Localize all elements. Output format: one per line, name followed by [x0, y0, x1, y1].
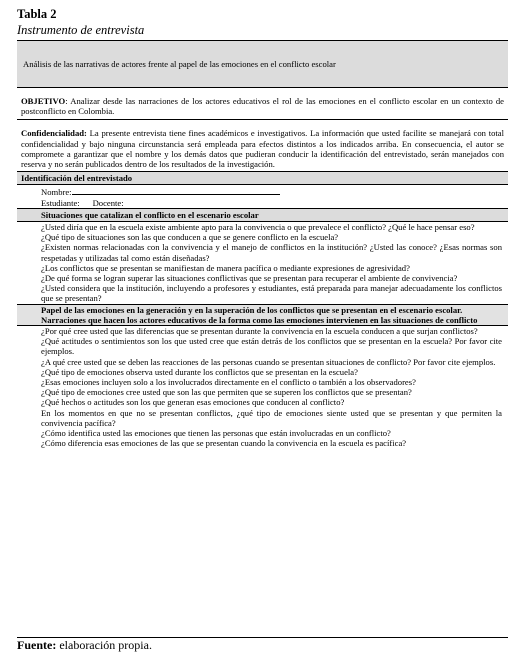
question: ¿Qué tipo de situaciones son las que conducen a que se genere conflicto en la escuela? [41, 232, 339, 243]
nombre-label: Nombre: [41, 187, 72, 198]
question: ¿A qué cree usted que se deben las reacciones de las personas cuando se presentan situaciones de conflicto? Por favor cite ejemplos. [41, 356, 496, 367]
identificacion-heading: Identificación del entrevistado [17, 172, 508, 185]
section2-heading-a: Papel de las emociones en la generación y en la superación de los conflictos que se presentan en el escenario escolar. [41, 304, 463, 315]
identificacion-body [17, 185, 508, 207]
confidencialidad-row [17, 125, 508, 172]
table-caption [17, 7, 512, 38]
question: ¿Usted diría que en la escuela existe ambiente apto para la convivencia o que prevalece el conflicto? ¿Qué le hace pensar eso? [41, 222, 475, 233]
objetivo-text: : Analizar desde las narraciones de los actores educativos el rol de las emociones en el conflicto escolar en un contexto de postconflicto en Colombia. [21, 96, 504, 117]
question: ¿Cómo diferencia esas emociones de las que se presentan cuando la convivencia en la escuela es pacífica? [41, 438, 407, 449]
table-source [17, 637, 508, 652]
question: ¿Qué tipo de emociones cree usted que son las que permiten que se superen los conflictos que se presentan? [41, 387, 412, 398]
question: ¿Qué tipo de emociones observa usted durante los conflictos que se presentan en la escuela? [41, 366, 358, 377]
section2-heading [17, 304, 508, 326]
confidencialidad-label: Confidencialidad: [21, 128, 87, 139]
interview-table [17, 40, 508, 449]
estudiante-label: Estudiante: [41, 197, 80, 208]
question: ¿Qué actitudes o sentimientos son los que usted cree que están detrás de los conflictos que se presentan en la escuela? Por favor cite ejemplos. [41, 336, 502, 357]
question: En los momentos en que no se presentan conflictos, ¿qué tipo de emociones siente usted que se presentan y que permiten la convivencia pacífica? [41, 407, 502, 428]
section1-heading: Situaciones que catalizan el conflicto en el escenario escolar [17, 208, 508, 222]
objetivo-row [17, 92, 508, 120]
fuente-text: elaboración propia. [56, 638, 152, 652]
fuente-label: Fuente: [17, 638, 57, 652]
table-subtitle-row [17, 41, 508, 88]
question: ¿Existen normas relacionadas con la convivencia y el manejo de conflictos en la institución? ¿Usted las conoce? ¿Esas normas son respetadas y utilizadas tal como están diseñadas? [41, 242, 502, 263]
question: ¿Los conflictos que se presentan se manifiestan de manera pacífica o mediante expresiones de agresividad? [41, 262, 410, 273]
question: ¿Esas emociones incluyen solo a los involucrados directamente en el conflicto o también a los observadores? [41, 377, 416, 388]
table-subtitle: Análisis de las narrativas de actores frente al papel de las emociones en el conflicto escolar [23, 58, 336, 69]
section2-heading-b: Narraciones que hacen los actores educativos de la forma como las emociones intervienen en las situaciones de conflicto [41, 314, 478, 325]
rol-line [41, 198, 508, 208]
section2-questions [17, 326, 508, 448]
section1-questions [17, 222, 508, 304]
question: ¿Usted considera que la institución, incluyendo a profesores y estudiantes, está preparada para manejar adecuadamente los conflictos que se presentan? [41, 283, 502, 304]
question: ¿Qué hechos o actitudes son los que generan esas emociones que conducen al conflicto? [41, 397, 345, 408]
question: ¿Por qué cree usted que las diferencias que se presentan durante la convivencia en la escuela conducen a que surjan conflictos? [41, 326, 478, 337]
table-title: Instrumento de entrevista [17, 23, 145, 37]
objetivo-label: OBJETIVO [21, 96, 66, 106]
nombre-blank [72, 186, 280, 195]
table-number: Tabla 2 [17, 7, 57, 21]
question: ¿De qué forma se logran superar las situaciones conflictivas que se presentan para recuperar el ambiente de convivencia? [41, 273, 458, 284]
confidencialidad-text: La presente entrevista tiene fines académicos e investigativos. La información que usted facilite se manejará con total confidencialidad y bajo ninguna circunstancia será empleada para efectos distintos a los indicados arriba. En consecuencia, el autor se compromete a garantizar que el nombre y los demás datos que pudieran conducir la identificación del entrevistado, serán manejados con reserva y no serán publicados dentro de los resultados de la investigación. [21, 128, 504, 170]
question: ¿Cómo identifica usted las emociones que tienen las personas que están involucradas en un conflicto? [41, 428, 391, 439]
docente-label: Docente: [92, 197, 124, 208]
nombre-line [41, 186, 508, 197]
